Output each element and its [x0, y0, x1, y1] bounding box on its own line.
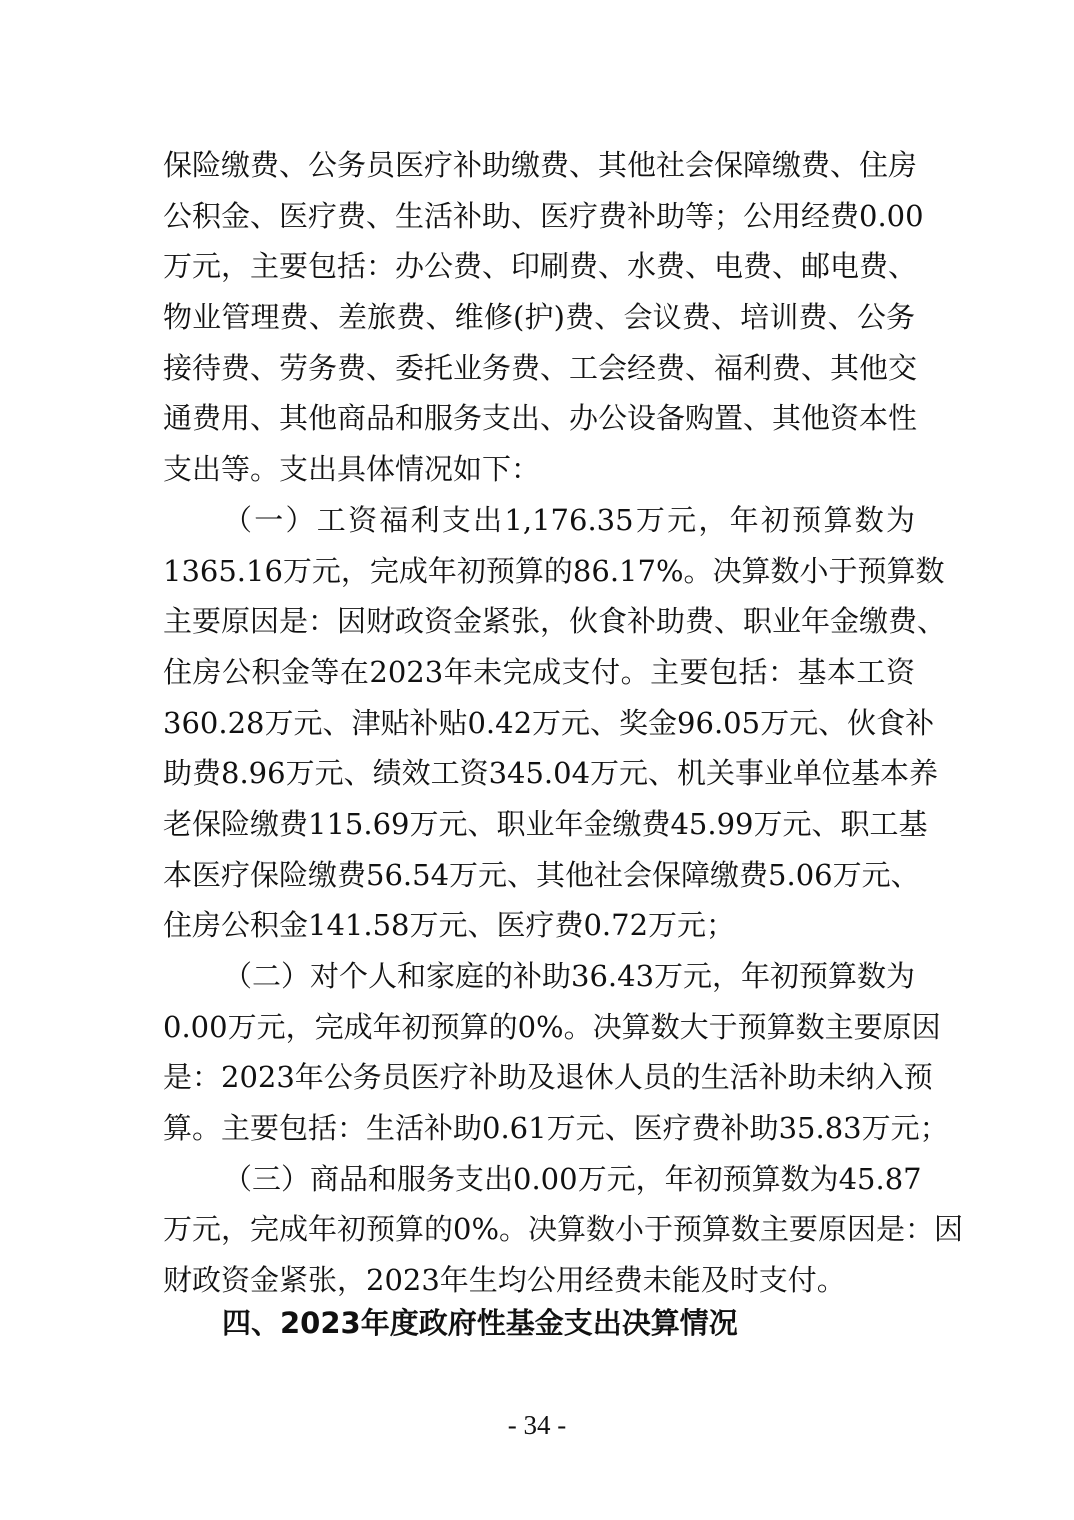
section-heading: 四、2023年度政府性基金支出决算情况: [222, 1306, 738, 1340]
text-line: 保险缴费、公务员医疗补助缴费、其他社会保障缴费、住房: [163, 148, 918, 182]
paragraph-2-start: （二）对个人和家庭的补助36.43万元，年初预算数为: [223, 959, 916, 993]
text-line: 公积金、医疗费、生活补助、医疗费补助等；公用经费0.00: [163, 198, 924, 233]
text-line: 是：2023年公务员医疗补助及退休人员的生活补助未纳入预: [163, 1060, 933, 1095]
paragraph-1-start: （一）工资福利支出1,176.35万元，年初预算数为: [223, 502, 915, 537]
text-line: 支出等。支出具体情况如下：: [163, 452, 541, 487]
text-line: 算。主要包括：生活补助0.61万元、医疗费补助35.83万元；: [163, 1111, 949, 1146]
text-line: 财政资金紧张，2023年生均公用经费未能及时支付。: [163, 1263, 846, 1298]
text-line: 万元，主要包括：办公费、印刷费、水费、电费、邮电费、: [163, 249, 918, 284]
text-line: 万元，完成年初预算的0%。决算数小于预算数主要原因是：因: [163, 1212, 964, 1247]
text-line: 助费8.96万元、绩效工资345.04万元、机关事业单位基本养: [163, 756, 939, 791]
text-line: 住房公积金等在2023年未完成支付。主要包括：基本工资: [163, 654, 915, 689]
text-line: 老保险缴费115.69万元、职业年金缴费45.99万元、职工基: [163, 806, 928, 841]
paragraph-3-start: （三）商品和服务支出0.00万元，年初预算数为45.87: [223, 1161, 922, 1196]
text-line: 通费用、其他商品和服务支出、办公设备购置、其他资本性: [163, 401, 918, 436]
text-line: 1365.16万元，完成年初预算的86.17%。决算数小于预算数: [163, 553, 945, 588]
page-number: - 34 -: [507, 1410, 567, 1440]
body-text: [163, 140, 964, 1306]
text-line: 360.28万元、津贴补贴0.42万元、奖金96.05万元、伙食补: [163, 705, 935, 740]
text-line: 主要原因是：因财政资金紧张，伙食补助费、职业年金缴费、: [163, 604, 947, 639]
text-line: 本医疗保险缴费56.54万元、其他社会保障缴费5.06万元、: [163, 857, 920, 892]
text-line: 接待费、劳务费、委托业务费、工会经费、福利费、其他交: [163, 350, 918, 385]
text-line: 物业管理费、差旅费、维修(护)费、会议费、培训费、公务: [163, 300, 915, 335]
text-line: 0.00万元，完成年初预算的0%。决算数大于预算数主要原因: [163, 1009, 941, 1044]
text-line: 住房公积金141.58万元、医疗费0.72万元；: [163, 908, 736, 943]
